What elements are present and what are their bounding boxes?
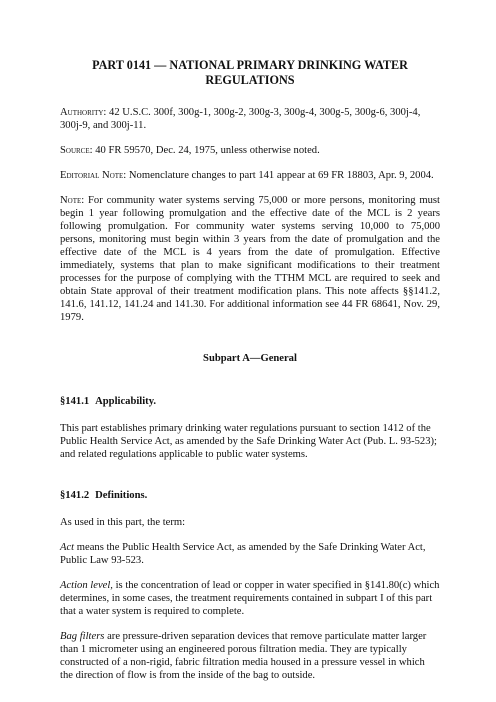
- definition-text: is the concentration of lead or copper in water specified in §141.80(c) which determines, in some cases, the treatment requirements contained in subpart I of this part that a water system is required to complete.: [60, 580, 440, 617]
- page-title: [60, 58, 440, 88]
- definition-bag-filters: [60, 630, 440, 682]
- section-141-2-number: §141.2: [60, 490, 90, 501]
- definition-term: Act: [60, 542, 75, 553]
- authority-label: Authority:: [60, 107, 107, 118]
- definition-act: [60, 541, 440, 567]
- authority-paragraph: [60, 106, 440, 132]
- section-141-1-number: §141.1: [60, 396, 90, 407]
- definition-text: are pressure-driven separation devices that remove particulate matter larger than 1 micrometer using an engineered porous filtration media. They are typically constructed of a non-rigid, fabric filtration media housed in a pressure vessel in which the direction of flow is from the inside of the bag to outside.: [60, 631, 427, 681]
- section-141-1-title: Applicability.: [95, 396, 157, 407]
- definition-term: Bag filters: [60, 631, 105, 642]
- section-141-1-body: This part establishes primary drinking water regulations pursuant to section 1412 of the Public Health Service Act, as amended by the Safe Drinking Water Act (Pub. L. 93-523); and related regulations applicable to public water systems.: [60, 423, 437, 460]
- section-141-2-title: Definitions.: [95, 490, 148, 501]
- definition-action-level: [60, 579, 440, 618]
- editorial-note-label: Editorial Note:: [60, 170, 127, 181]
- editorial-note-text: Nomenclature changes to part 141 appear at 69 FR 18803, Apr. 9, 2004.: [126, 170, 434, 181]
- title-line-1: PART 0141 — NATIONAL PRIMARY DRINKING WATER: [92, 58, 408, 72]
- source-paragraph: [60, 144, 440, 157]
- note-text: For community water systems serving 75,000 or more persons, monitoring must begin 1 year following promulgation and the effective date of the MCL is 2 years following promulgation. For community water systems serving 10,000 to 75,000 persons, monitoring must begin within 3 years from the date of promulgation and the effective date of the MCL is 4 years from the date of promulgation. Effective immediately, systems that plan to make significant modifications to their treatment processes for the purpose of complying with the TTHM MCL are required to seek and obtain State approval of their treatment modification plans. This note affects §§141.2, 141.6, 141.12, 141.24 and 141.30. For additional information see 44 FR 68641, Nov. 29, 1979.: [60, 195, 440, 323]
- section-141-1-heading: [60, 395, 440, 408]
- note-paragraph: [60, 194, 440, 324]
- authority-text: 42 U.S.C. 300f, 300g-1, 300g-2, 300g-3, 300g-4, 300g-5, 300g-6, 300j-4, 300j-9, and 300j-11.: [60, 107, 421, 131]
- source-label: Source:: [60, 145, 93, 156]
- title-line-2: REGULATIONS: [205, 73, 295, 87]
- section-141-2-heading: [60, 489, 440, 502]
- definition-text: means the Public Health Service Act, as amended by the Safe Drinking Water Act, Public Law 93-523.: [60, 542, 426, 566]
- source-text: 40 FR 59570, Dec. 24, 1975, unless otherwise noted.: [92, 145, 320, 156]
- note-label: Note:: [60, 195, 85, 206]
- editorial-note-paragraph: [60, 169, 440, 182]
- definition-term: Action level,: [60, 580, 113, 591]
- section-141-2-intro: As used in this part, the term:: [60, 517, 186, 528]
- subpart-heading: Subpart A—General: [203, 353, 297, 364]
